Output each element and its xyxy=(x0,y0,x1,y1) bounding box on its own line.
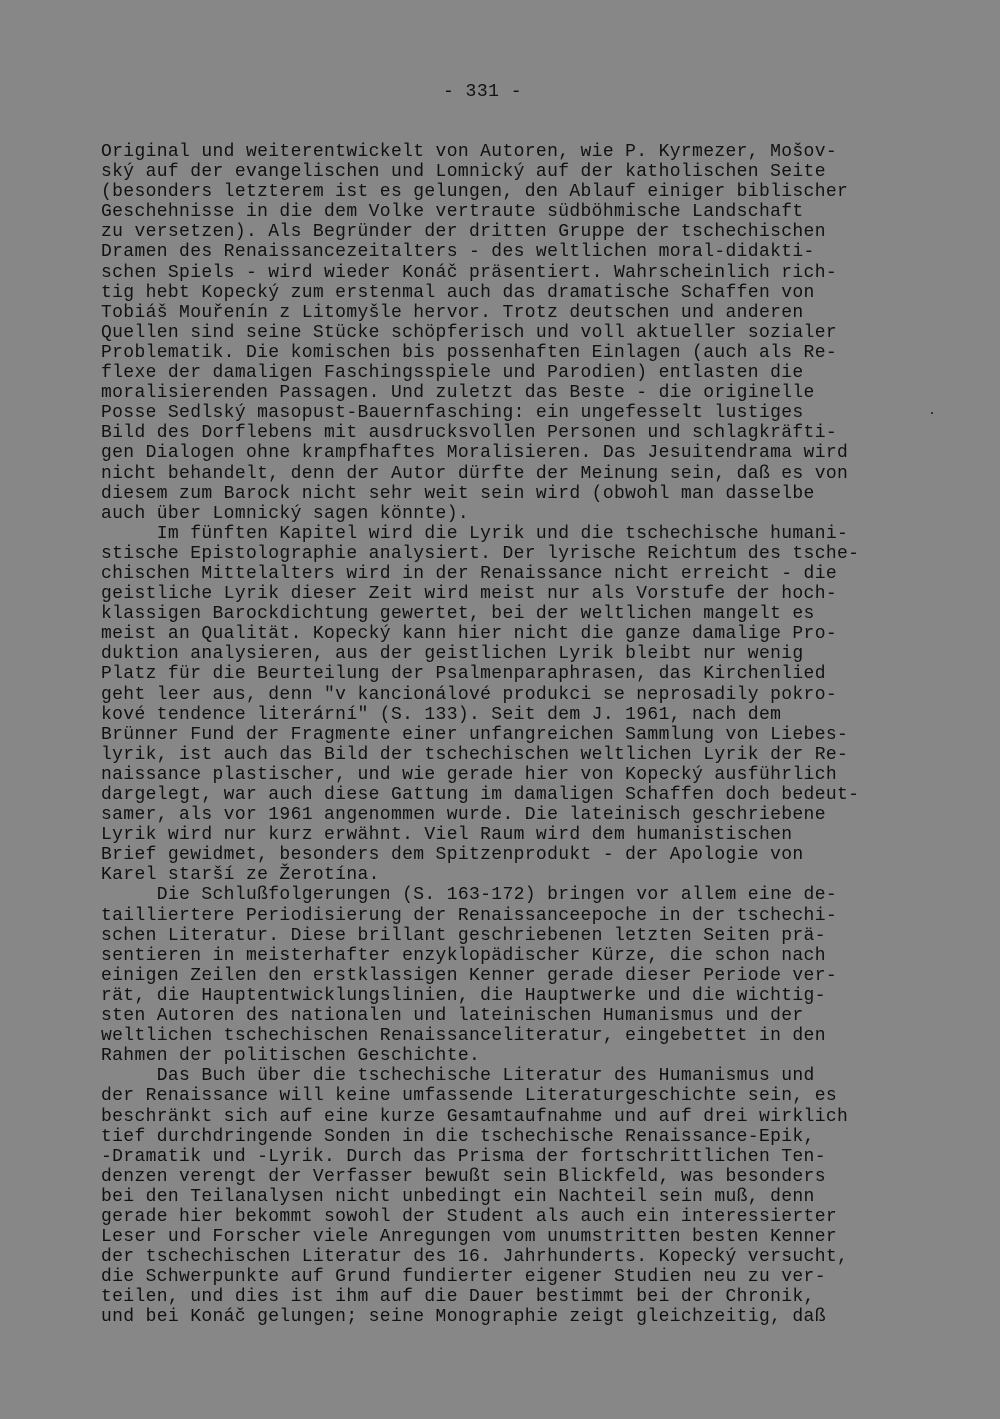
text-line: klassigen Barockdichtung gewertet, bei der weltlichen mangelt es xyxy=(101,604,815,625)
text-line: Brief gewidmet, besonders dem Spitzenprodukt - der Apologie von xyxy=(101,845,804,866)
text-line: schen Spiels - wird wieder Konáč präsentiert. Wahrscheinlich rich- xyxy=(101,262,838,283)
text-line: moralisierenden Passagen. Und zuletzt das Beste - die originelle xyxy=(101,383,815,404)
text-line: lyrik, ist auch das Bild der tschechischen weltlichen Lyrik der Re- xyxy=(101,744,849,765)
text-line: Die Schlußfolgerungen (S. 163-172) bringen vor allem eine de- xyxy=(101,885,838,906)
text-line: Das Buch über die tschechische Literatur des Humanismus und xyxy=(101,1066,815,1087)
text-line: Leser und Forscher viele Anregungen vom unumstritten besten Kenner xyxy=(101,1227,838,1248)
text-line: die Schwerpunkte auf Grund fundierter eigener Studien neu zu ver- xyxy=(101,1267,826,1288)
text-line: sentieren in meisterhafter enzyklopädischer Kürze, die schon nach xyxy=(101,945,826,966)
text-line: denzen verengt der Verfasser bewußt sein Blickfeld, was besonders xyxy=(101,1166,826,1187)
text-line: ský auf der evangelischen und Lomnický auf der katholischen Seite xyxy=(101,162,826,183)
text-line: gerade hier bekommt sowohl der Student als auch ein interessierter xyxy=(101,1206,838,1227)
text-line: der tschechischen Literatur des 16. Jahrhunderts. Kopecký versucht, xyxy=(101,1247,849,1268)
text-line: rät, die Hauptentwicklungslinien, die Hauptwerke und die wichtig- xyxy=(101,985,826,1006)
text-line: Platz für die Beurteilung der Psalmenparaphrasen, das Kirchenlied xyxy=(101,664,826,685)
text-line: -Dramatik und -Lyrik. Durch das Prisma der fortschrittlichen Ten- xyxy=(101,1146,826,1167)
text-line: diesem zum Barock nicht sehr weit sein wird (obwohl man dasselbe xyxy=(101,483,815,504)
text-line: bei den Teilanalysen nicht unbedingt ein Nachteil sein muß, denn xyxy=(101,1186,815,1207)
text-line: Problematik. Die komischen bis possenhaften Einlagen (auch als Re- xyxy=(101,342,838,363)
text-line: Dramen des Renaissancezeitalters - des weltlichen moral-didakti- xyxy=(101,242,815,263)
text-line: dargelegt, war auch diese Gattung im damaligen Schaffen doch bedeut- xyxy=(101,785,860,805)
text-line: Tobiáš Mouřenín z Litomyšle hervor. Trotz deutschen und anderen xyxy=(101,302,804,323)
text-line: geistliche Lyrik dieser Zeit wird meist nur als Vorstufe der hoch- xyxy=(101,584,838,605)
text-line: tig hebt Kopecký zum erstenmal auch das dramatische Schaffen von xyxy=(101,282,815,303)
text-line: flexe der damaligen Faschingsspiele und Parodien) entlasten die xyxy=(101,363,804,384)
text-line: stische Epistolographie analysiert. Der lyrische Reichtum des tsche- xyxy=(101,543,860,564)
text-line: weltlichen tschechischen Renaissanceliteratur, eingebettet in den xyxy=(101,1026,826,1047)
text-line: meist an Qualität. Kopecký kann hier nicht die ganze damalige Pro- xyxy=(101,624,838,645)
body-text xyxy=(101,142,931,1328)
text-line: Geschehnisse in die dem Volke vertraute südböhmische Landschaft xyxy=(101,202,804,223)
text-line: tailliertere Periodisierung der Renaissanceepoche in der tschechi- xyxy=(101,905,838,926)
text-line: samer, als vor 1961 angenommen wurde. Die lateinisch geschriebene xyxy=(101,805,826,826)
text-line: Karel starší ze Žerotína. xyxy=(101,865,380,886)
text-line: nicht behandelt, denn der Autor dürfte der Meinung sein, daß es von xyxy=(101,463,849,484)
text-line: und bei Konáč gelungen; seine Monographie zeigt gleichzeitig, daß xyxy=(101,1307,826,1328)
text-line: Original und weiterentwickelt von Autoren, wie P. Kyrmezer, Mošov- xyxy=(101,142,838,162)
text-line: Posse Sedlský masopust-Bauernfasching: ein ungefesselt lustiges xyxy=(101,403,804,424)
text-line: Brünner Fund der Fragmente einer unfangreichen Sammlung von Liebes- xyxy=(101,724,849,745)
text-line: auch über Lomnický sagen könnte). xyxy=(101,503,470,524)
text-line: chischen Mittelalters wird in der Renaissance nicht erreicht - die xyxy=(101,563,838,584)
text-line: schen Literatur. Diese brillant geschriebenen letzten Seiten prä- xyxy=(101,925,826,946)
text-line: sten Autoren des nationalen und lateinischen Humanismus und der xyxy=(101,1006,804,1027)
text-line: beschränkt sich auf eine kurze Gesamtaufnahme und auf drei wirklich xyxy=(101,1106,849,1127)
text-line: kové tendence literární" (S. 133). Seit dem J. 1961, nach dem xyxy=(101,704,782,725)
text-line: (besonders letzterem ist es gelungen, den Ablauf einiger biblischer xyxy=(101,182,849,203)
text-line: Quellen sind seine Stücke schöpferisch und voll aktueller sozialer xyxy=(101,322,838,343)
text-line: der Renaissance will keine umfassende Literaturgeschichte sein, es xyxy=(101,1086,838,1107)
text-line: Rahmen der politischen Geschichte. xyxy=(101,1046,481,1067)
text-line: geht leer aus, denn "v kancionálové produkci se neprosadily pokro- xyxy=(101,684,838,705)
text-line: Lyrik wird nur kurz erwähnt. Viel Raum wird dem humanistischen xyxy=(101,825,793,846)
text-line: zu versetzen). Als Begründer der dritten Gruppe der tschechischen xyxy=(101,222,826,243)
text-line: duktion analysieren, aus der geistlichen Lyrik bleibt nur wenig xyxy=(101,644,804,665)
text-line: teilen, und dies ist ihm auf die Dauer bestimmt bei der Chronik, xyxy=(101,1287,815,1308)
text-line: tief durchdringende Sonden in die tschechische Renaissance-Epik, xyxy=(101,1126,815,1147)
scan-speck xyxy=(931,412,933,414)
text-line: gen Dialogen ohne krampfhaftes Moralisieren. Das Jesuitendrama wird xyxy=(101,443,849,464)
text-line: naissance plastischer, und wie gerade hier von Kopecký ausführlich xyxy=(101,764,838,785)
text-line: Bild des Dorflebens mit ausdrucksvollen Personen und schlagkräfti- xyxy=(101,423,838,444)
text-line: Im fünften Kapitel wird die Lyrik und die tschechische humani- xyxy=(101,523,849,544)
page-number: - 331 - xyxy=(442,82,523,102)
text-line: einigen Zeilen den erstklassigen Kenner gerade dieser Periode ver- xyxy=(101,965,838,986)
